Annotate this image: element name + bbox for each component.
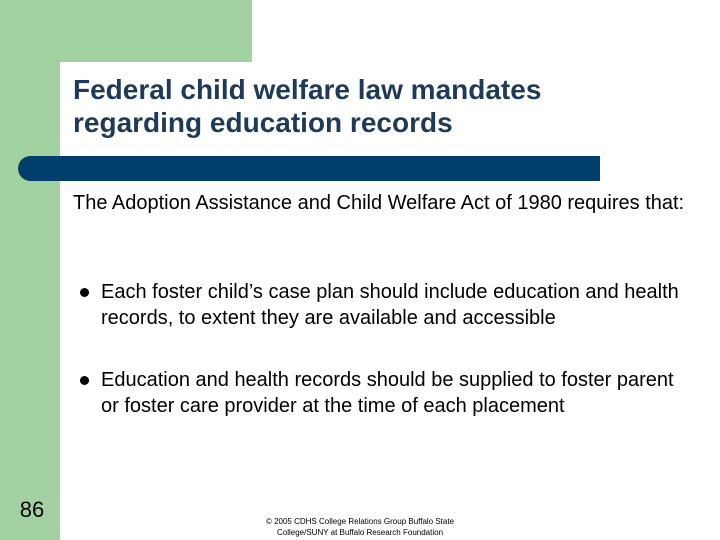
footer-credit [215,516,505,538]
bullet-item [80,279,680,331]
slide-title-line-2: regarding education records [73,107,453,138]
bullet-dot-icon [80,376,89,385]
footer-line-2: College/SUNY at Buffalo Research Foundation [276,528,444,537]
slide-number: 86 [19,497,45,522]
green-side-panel [0,0,60,540]
slide-title-line-1: Federal child welfare law mandates [73,74,542,105]
bullet-dot-icon [80,288,89,297]
bullet-item [80,367,680,419]
intro-text: The Adoption Assistance and Child Welfare Act of 1980 requires that: [73,192,685,214]
bullet-text: Education and health records should be supplied to foster parent or foster care provider at the time of each placement [101,369,674,417]
green-top-panel [0,0,252,62]
bullet-list [80,279,680,419]
slide-title [73,73,673,139]
footer-line-1: © 2005 CDHS College Relations Group Buffalo State [265,517,455,526]
bullet-text: Each foster child’s case plan should include education and health records, to extent they are available and accessible [101,281,679,329]
title-underline-bar [18,156,600,181]
